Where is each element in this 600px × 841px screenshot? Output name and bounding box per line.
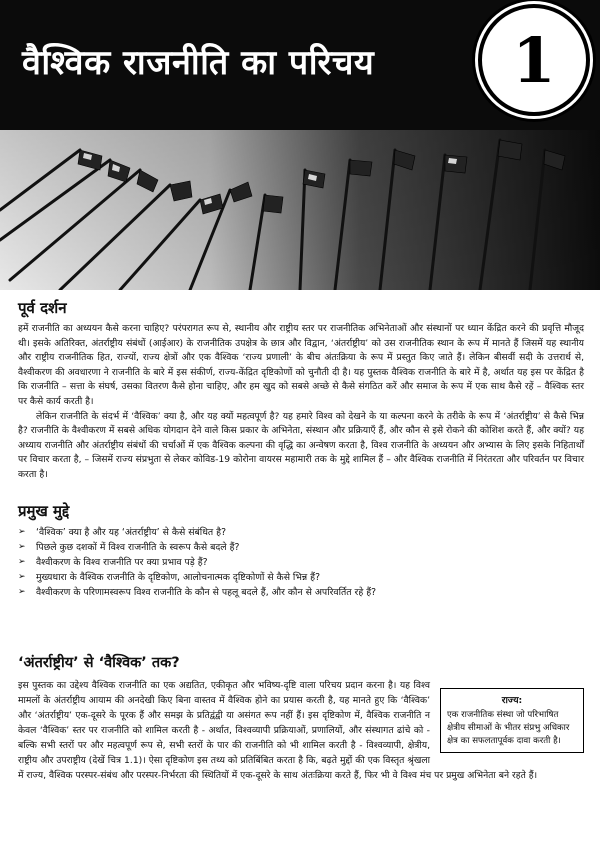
- list-item: ➢ वैश्वीकरण के परिणामस्वरूप विश्व राजनीति के कौन से पहलू बदले हैं, और कौन से अपरिवर्तित रहे हैं?: [18, 586, 377, 598]
- list-item: ➢ पिछले कुछ दशकों में विश्व राजनीति के स्वरूप कैसे बदले हैं?: [18, 541, 240, 553]
- intro-section: [18, 290, 584, 600]
- section-paragraph: इस पुस्तक का उद्देश्य वैश्विक राजनीति का एक अद्यतित, एकीकृत और भविष्य-दृष्टि वाला परिचय प्रदान करना है। यह विश्व मामलों के अंतर्राष्ट्रीय आयाम की अनदेखी किए बिना वास्तव में वैश्विक होने का प्रयास करती है, यह मानते हुए कि ‘वैश्विक’ और ‘अंतर्राष्ट्रीय’ एक-दूसरे के पूरक हैं और समझ के प्रतिद्वंद्वी या असंगत रूप नहीं हैं। इस दृष्टिकोण में, वैश्विक राजनीति न केवल ‘वैश्विक’ स्तर पर राजनीति को शामिल करती है - अर्थात, विश्वव्यापी प्रक्रियाओं, प्रणालियों, और संस्थागत ढांचे को - बल्कि सभी स्तरों पर और महत्वपूर्ण रूप से, सभी स्तरों के पार की राजनीति को भी शामिल करती है - विश्वव्यापी, क्षेत्रीय, राष्ट्रीय और उपराष्ट्रीय (देखें चित्र 1.1)। ऐसा दृष्टिकोण इस तथ्य को प्रतिबिंबित करता है कि, बढ़ते मुद्दों की एक विस्तृत श्रृंखला में राज्य, वैश्विक परस्पर-संबंध और परस्पर-निर्भरता की स्थितियों में एक-दूसरे के साथ अंतःक्रिया करते हैं, फिर भी वे विश्व मंच पर प्रमुख अभिनेता बने रहते हैं।: [18, 680, 538, 781]
- arrow-bullet-icon: ➢: [18, 541, 26, 552]
- key-issues-list: [18, 525, 584, 600]
- chapter-title: वैश्विक राजनीति का परिचय: [22, 43, 375, 83]
- international-to-global-section: [18, 652, 584, 783]
- chapter-number-badge: [478, 4, 590, 116]
- definition-box-state: [440, 688, 584, 753]
- section-heading: ‘अंतर्राष्ट्रीय’ से ‘वैश्विक’ तक?: [18, 655, 180, 671]
- overview-heading: पूर्व दर्शन: [18, 299, 67, 317]
- key-issues-heading: प्रमुख मुद्दे: [18, 501, 70, 520]
- arrow-bullet-icon: ➢: [18, 526, 26, 537]
- list-item: ➢ वैश्वीकरण के विश्व राजनीति पर क्या प्रभाव पड़े हैं?: [18, 556, 208, 568]
- list-item: ➢ ‘वैश्विक’ क्या है और यह ‘अंतर्राष्ट्रीय’ से कैसे संबंधित है?: [18, 526, 227, 538]
- list-item: ➢ मुख्यधारा के वैश्विक राजनीति के दृष्टिकोण, आलोचनात्मक दृष्टिकोणों से कैसे भिन्न हैं?: [18, 571, 321, 583]
- definition-title: राज्य:: [501, 695, 523, 706]
- chapter-number: 1: [512, 23, 556, 97]
- overview-paragraph-1: हमें राजनीति का अध्ययन कैसे करना चाहिए? परंपरागत रूप से, स्थानीय और राष्ट्रीय स्तर पर राजनीतिक अभिनेताओं और संस्थानों पर ध्यान केंद्रित करने की प्रवृत्ति मौजूद थी। इसके अतिरिक्त, अंतर्राष्ट्रीय संबंधों (आईआर) के राजनीतिक उपक्षेत्र के छात्र और विद्वान, ‘अंतर्राष्ट्रीय’ को उस राजनीतिक स्थान के रूप में मानते हैं जिसमें यह स्थानीय और राष्ट्रीय राजनीतिक हित, राज्यों, राज्य क्षेत्रों और एक वैश्विक ‘राज्य प्रणाली’ के बीच अंतःक्रिया के रूप में प्रस्तुत किए जाते हैं। लेकिन बीसवीं सदी के उत्तरार्ध से, वैश्वीकरण की अवधारणा ने राजनीति के बारे में इस संकीर्ण, राज्य-केंद्रित दृष्टिकोणों को चुनौती दी है। यह पुस्तक वैश्विक राजनीति के बारे में है, अर्थात यह इस पर केंद्रित है कि राजनीति – सत्ता के संघर्ष, उसका वितरण कैसे होना चाहिए, और हम खुद को सबसे अच्छे से कैसे संगठित करें और समाज के रूप में एक साथ कैसे रहें – वैश्विक स्तर पर कैसे कार्य करती है।: [18, 323, 584, 407]
- overview-paragraph-2: लेकिन राजनीति के संदर्भ में ‘वैश्विक’ क्या है, और यह क्यों महत्वपूर्ण है? यह हमारे विश्व को देखने के या कल्पना करने के तरीके के रूप में ‘अंतर्राष्ट्रीय’ से कैसे भिन्न है? राजनीति के वैश्वीकरण में सबसे अधिक योगदान देने वाले किस प्रकार के अभिनेता, संस्थान और प्रक्रियाएँ हैं, और कौन से इसे रोकने की कोशिश करते हैं, और क्यों? यह अध्याय राजनीति और अंतर्राष्ट्रीय संबंधों की चर्चाओं में एक वैश्विक कल्पना की वृद्धि का अन्वेषण करता है, विश्व राजनीति के अध्ययन और अभ्यास के लिए इसके निहितार्थों पर विचार करता है, – जिसमें राज्य संप्रभुता से लेकर कोविड-19 कोरोना वायरस महामारी तक के मुद्दे शामिल हैं – और वैश्विक राजनीति में निरंतरता और परिवर्तन पर विचार करता है।: [18, 410, 584, 480]
- definition-text: एक राजनीतिक संस्था जो परिभाषित क्षेत्रीय सीमाओं के भीतर संप्रभु अधिकार क्षेत्र का सफलतापूर्वक दावा करती है।: [447, 710, 570, 746]
- flags-banner-image: [0, 130, 600, 290]
- flags-photo: [0, 130, 600, 290]
- arrow-bullet-icon: ➢: [18, 571, 26, 582]
- chapter-header: [0, 0, 600, 130]
- arrow-bullet-icon: ➢: [18, 556, 26, 567]
- arrow-bullet-icon: ➢: [18, 586, 26, 597]
